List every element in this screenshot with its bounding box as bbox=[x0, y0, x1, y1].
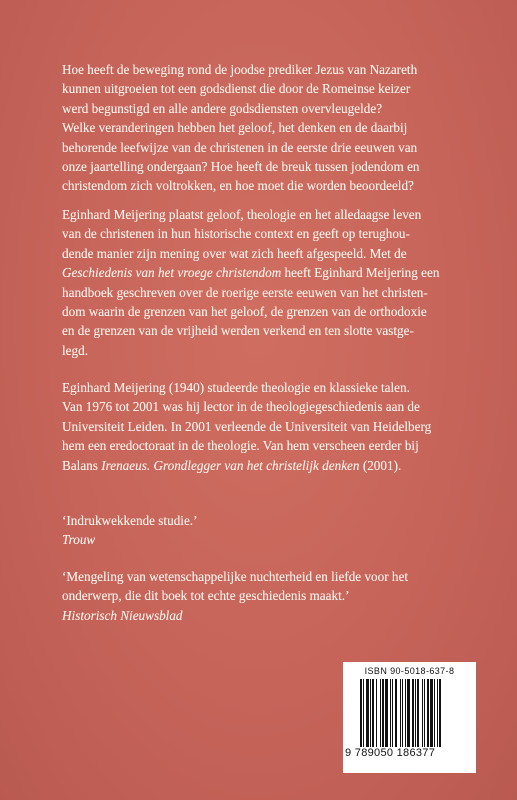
text-fragment: heeft Eginhard Meijering een bbox=[281, 265, 440, 281]
text-line: werd begunstigd en alle andere godsdiensten overvleugelde? bbox=[62, 100, 383, 116]
text-line: en de grenzen van de vrijheid werden verkend en ten slotte vastge- bbox=[62, 323, 414, 339]
blurb-paragraph-book bbox=[62, 205, 467, 360]
review-quote-trouw bbox=[62, 511, 467, 550]
quote-source: Historisch Nieuwsblad bbox=[62, 607, 183, 623]
text-line: legd. bbox=[62, 342, 89, 358]
text-line: Van 1976 tot 2001 was hij lector in de theologiegeschiedenis aan de bbox=[62, 399, 420, 415]
book-title: Geschiedenis van het vroege christendom bbox=[62, 265, 282, 281]
text-line: Hoe heeft de beweging rond de joodse prediker Jezus van Nazareth bbox=[62, 62, 418, 77]
text-line: hem een eredoctoraat in de theologie. Van hem verscheen eerder bij bbox=[62, 438, 419, 454]
isbn-label: ISBN 90-5018-637-8 bbox=[364, 666, 455, 676]
text-line: christendom zich voltrokken, en hoe moet die worden beoordeeld? bbox=[62, 178, 414, 194]
text-line: Eginhard Meijering plaatst geloof, theologie en het alledaagse leven bbox=[62, 207, 422, 222]
text-line: handboek geschreven over de roerige eerste eeuwen van het christen- bbox=[62, 284, 428, 300]
text-line: Welke veranderingen hebben het geloof, het denken en de daarbij bbox=[62, 120, 408, 136]
review-quote-historisch-nieuwsblad bbox=[62, 567, 467, 625]
text-line: van de christenen in hun historische context en geeft op terughou- bbox=[62, 226, 410, 242]
quote-text: ‘Indrukwekkende studie.’ bbox=[62, 513, 198, 528]
text-fragment: (2001). bbox=[359, 457, 402, 473]
text-line: onze jaartelling ondergaan? Hoe heeft de breuk tussen jodendom en bbox=[62, 159, 420, 175]
barcode-bars bbox=[360, 679, 468, 747]
author-bio bbox=[62, 378, 467, 475]
text-fragment: Balans bbox=[62, 457, 102, 473]
text-line: behorende leefwijze van de christenen in de eerste drie eeuwen van bbox=[62, 139, 418, 155]
text-line: Eginhard Meijering (1940) studeerde theologie en klassieke talen. bbox=[62, 380, 410, 395]
book-title: Irenaeus. Grondlegger van het christelijk denken bbox=[101, 457, 360, 473]
text-line: dende manier zijn mening over wat zich heeft afgespeeld. Met de bbox=[62, 245, 407, 261]
text-line: dom waarin de grenzen van het geloof, de grenzen van de orthodoxie bbox=[62, 304, 427, 320]
quote-text: ‘Mengeling van wetenschappelijke nuchterheid en liefde voor het bbox=[62, 569, 409, 584]
text-line: kunnen uitgroeien tot een godsdienst die door de Romeinse keizer bbox=[62, 81, 411, 97]
blurb-paragraph-intro bbox=[62, 60, 467, 196]
text-line bbox=[62, 456, 467, 475]
quote-source: Trouw bbox=[62, 532, 96, 548]
barcode-digits: 9 789050 186377 bbox=[345, 747, 436, 759]
isbn-barcode bbox=[343, 662, 476, 773]
quote-text: onderwerp, die dit boek tot echte geschiedenis maakt.’ bbox=[62, 588, 350, 604]
text-line bbox=[62, 263, 467, 282]
text-line: Universiteit Leiden. In 2001 verleende de Universiteit van Heidelberg bbox=[62, 418, 432, 434]
